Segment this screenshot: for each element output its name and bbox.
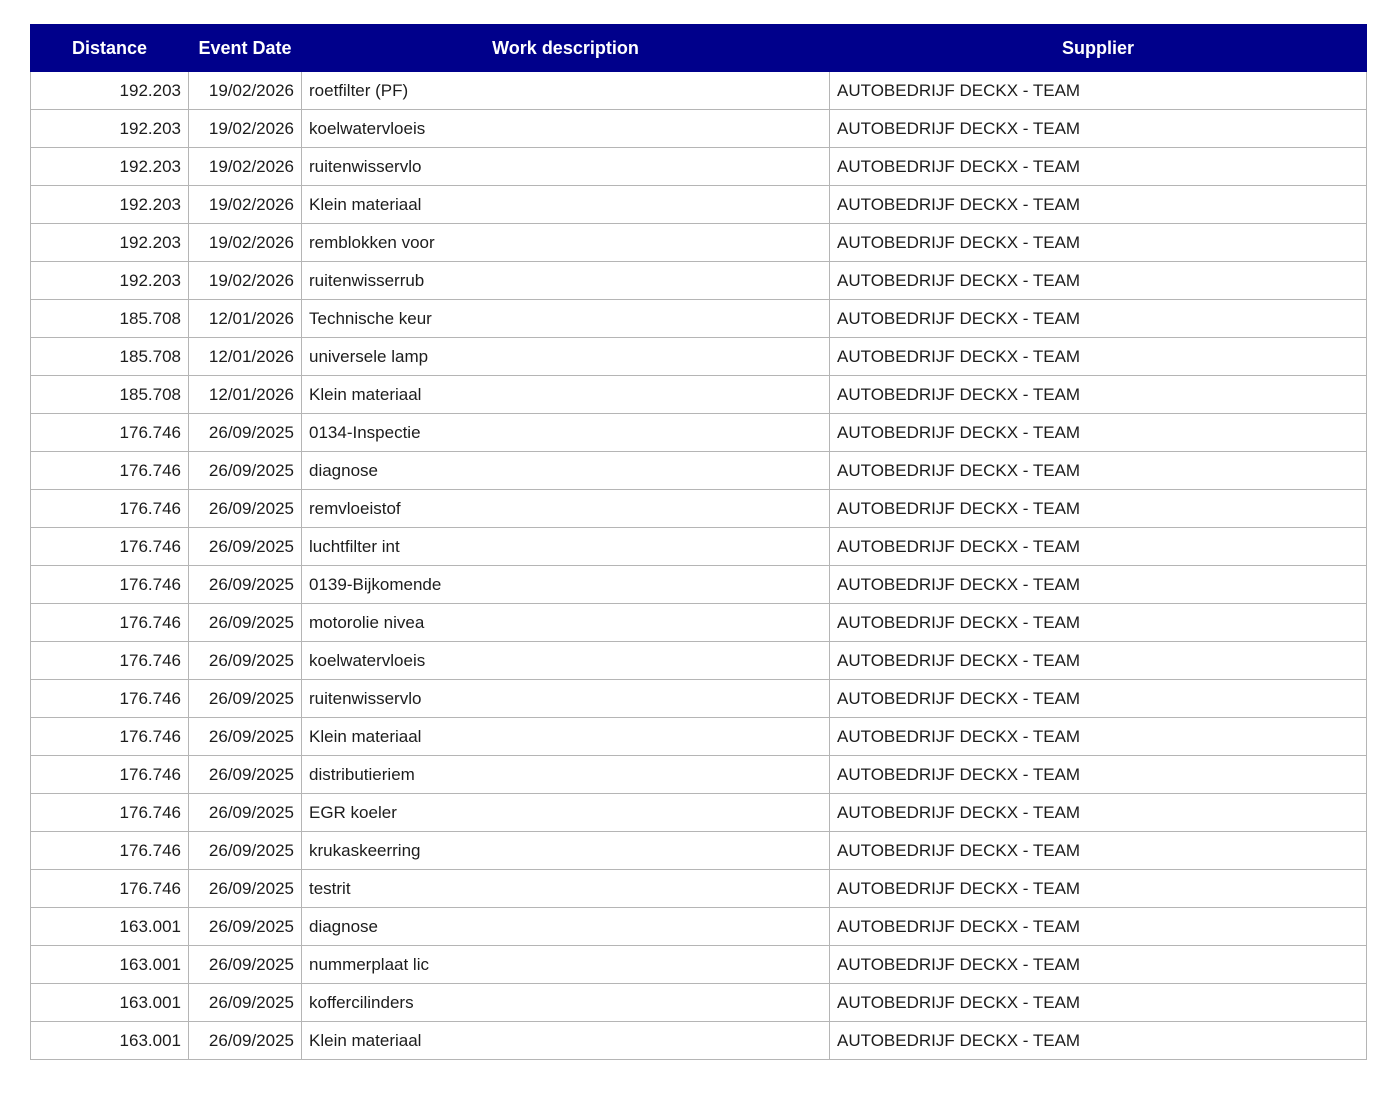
cell-supplier: AUTOBEDRIJF DECKX - TEAM [830,224,1367,262]
cell-supplier: AUTOBEDRIJF DECKX - TEAM [830,186,1367,224]
cell-event-date: 19/02/2026 [189,224,302,262]
cell-distance: 176.746 [31,414,189,452]
cell-event-date: 12/01/2026 [189,376,302,414]
cell-supplier: AUTOBEDRIJF DECKX - TEAM [830,528,1367,566]
cell-distance: 176.746 [31,680,189,718]
cell-event-date: 12/01/2026 [189,338,302,376]
cell-work-description: koelwatervloeis [302,642,830,680]
table-row [31,262,1367,300]
table-row [31,110,1367,148]
table-row [31,414,1367,452]
table-row [31,490,1367,528]
cell-event-date: 26/09/2025 [189,642,302,680]
cell-supplier: AUTOBEDRIJF DECKX - TEAM [830,756,1367,794]
cell-work-description: koelwatervloeis [302,110,830,148]
cell-event-date: 26/09/2025 [189,528,302,566]
cell-supplier: AUTOBEDRIJF DECKX - TEAM [830,300,1367,338]
cell-event-date: 19/02/2026 [189,186,302,224]
cell-event-date: 26/09/2025 [189,794,302,832]
cell-distance: 192.203 [31,148,189,186]
column-header-work-description: Work description [302,25,830,72]
cell-work-description: roetfilter (PF) [302,72,830,110]
table-row [31,148,1367,186]
cell-supplier: AUTOBEDRIJF DECKX - TEAM [830,376,1367,414]
cell-work-description: diagnose [302,908,830,946]
cell-supplier: AUTOBEDRIJF DECKX - TEAM [830,832,1367,870]
cell-distance: 192.203 [31,262,189,300]
cell-distance: 192.203 [31,110,189,148]
cell-supplier: AUTOBEDRIJF DECKX - TEAM [830,984,1367,1022]
cell-supplier: AUTOBEDRIJF DECKX - TEAM [830,338,1367,376]
cell-supplier: AUTOBEDRIJF DECKX - TEAM [830,452,1367,490]
cell-supplier: AUTOBEDRIJF DECKX - TEAM [830,490,1367,528]
cell-work-description: Klein materiaal [302,718,830,756]
cell-supplier: AUTOBEDRIJF DECKX - TEAM [830,946,1367,984]
cell-work-description: diagnose [302,452,830,490]
cell-distance: 176.746 [31,452,189,490]
cell-event-date: 26/09/2025 [189,756,302,794]
cell-event-date: 26/09/2025 [189,946,302,984]
cell-distance: 176.746 [31,718,189,756]
cell-work-description: Klein materiaal [302,376,830,414]
column-header-distance: Distance [31,25,189,72]
cell-supplier: AUTOBEDRIJF DECKX - TEAM [830,794,1367,832]
cell-event-date: 19/02/2026 [189,262,302,300]
cell-distance: 176.746 [31,832,189,870]
table-header-row [31,25,1367,72]
table-row [31,794,1367,832]
cell-supplier: AUTOBEDRIJF DECKX - TEAM [830,642,1367,680]
cell-event-date: 19/02/2026 [189,72,302,110]
cell-work-description: distributieriem [302,756,830,794]
cell-event-date: 26/09/2025 [189,452,302,490]
table-row [31,376,1367,414]
cell-event-date: 26/09/2025 [189,870,302,908]
cell-supplier: AUTOBEDRIJF DECKX - TEAM [830,908,1367,946]
cell-supplier: AUTOBEDRIJF DECKX - TEAM [830,262,1367,300]
table-row [31,756,1367,794]
cell-supplier: AUTOBEDRIJF DECKX - TEAM [830,1022,1367,1060]
table-row [31,642,1367,680]
table-row [31,680,1367,718]
cell-work-description: Klein materiaal [302,186,830,224]
cell-work-description: EGR koeler [302,794,830,832]
cell-distance: 176.746 [31,528,189,566]
cell-work-description: 0134-Inspectie [302,414,830,452]
cell-distance: 192.203 [31,186,189,224]
cell-event-date: 19/02/2026 [189,148,302,186]
cell-work-description: testrit [302,870,830,908]
cell-distance: 176.746 [31,604,189,642]
cell-work-description: ruitenwisserrub [302,262,830,300]
maintenance-history-sheet [30,24,1366,1060]
cell-distance: 176.746 [31,794,189,832]
table-row [31,908,1367,946]
table-row [31,224,1367,262]
cell-distance: 176.746 [31,642,189,680]
cell-distance: 185.708 [31,300,189,338]
cell-event-date: 26/09/2025 [189,718,302,756]
table-row [31,338,1367,376]
cell-supplier: AUTOBEDRIJF DECKX - TEAM [830,72,1367,110]
cell-work-description: krukaskeerring [302,832,830,870]
table-row [31,528,1367,566]
cell-distance: 163.001 [31,946,189,984]
cell-distance: 163.001 [31,908,189,946]
cell-event-date: 26/09/2025 [189,566,302,604]
cell-distance: 163.001 [31,1022,189,1060]
table-row [31,72,1367,110]
cell-work-description: motorolie nivea [302,604,830,642]
table-row [31,946,1367,984]
cell-work-description: remblokken voor [302,224,830,262]
cell-supplier: AUTOBEDRIJF DECKX - TEAM [830,604,1367,642]
table-row [31,300,1367,338]
cell-supplier: AUTOBEDRIJF DECKX - TEAM [830,870,1367,908]
table-row [31,452,1367,490]
cell-distance: 185.708 [31,376,189,414]
cell-supplier: AUTOBEDRIJF DECKX - TEAM [830,680,1367,718]
cell-distance: 192.203 [31,224,189,262]
cell-distance: 192.203 [31,72,189,110]
column-header-supplier: Supplier [830,25,1367,72]
cell-event-date: 26/09/2025 [189,984,302,1022]
cell-distance: 176.746 [31,566,189,604]
cell-work-description: luchtfilter int [302,528,830,566]
cell-work-description: universele lamp [302,338,830,376]
maintenance-history-table [30,24,1367,1060]
cell-distance: 163.001 [31,984,189,1022]
cell-work-description: remvloeistof [302,490,830,528]
cell-event-date: 12/01/2026 [189,300,302,338]
cell-distance: 176.746 [31,490,189,528]
cell-event-date: 26/09/2025 [189,414,302,452]
cell-supplier: AUTOBEDRIJF DECKX - TEAM [830,718,1367,756]
cell-work-description: nummerplaat lic [302,946,830,984]
table-row [31,566,1367,604]
cell-event-date: 26/09/2025 [189,604,302,642]
cell-work-description: ruitenwisservlo [302,148,830,186]
cell-event-date: 26/09/2025 [189,908,302,946]
cell-event-date: 26/09/2025 [189,832,302,870]
table-body [31,72,1367,1060]
cell-distance: 176.746 [31,870,189,908]
cell-work-description: Klein materiaal [302,1022,830,1060]
cell-event-date: 26/09/2025 [189,490,302,528]
table-row [31,984,1367,1022]
cell-work-description: 0139-Bijkomende [302,566,830,604]
cell-supplier: AUTOBEDRIJF DECKX - TEAM [830,148,1367,186]
table-row [31,870,1367,908]
cell-work-description: ruitenwisservlo [302,680,830,718]
table-row [31,604,1367,642]
cell-event-date: 26/09/2025 [189,1022,302,1060]
cell-event-date: 26/09/2025 [189,680,302,718]
cell-supplier: AUTOBEDRIJF DECKX - TEAM [830,110,1367,148]
cell-supplier: AUTOBEDRIJF DECKX - TEAM [830,414,1367,452]
cell-distance: 176.746 [31,756,189,794]
table-row [31,186,1367,224]
cell-distance: 185.708 [31,338,189,376]
table-row [31,718,1367,756]
table-row [31,1022,1367,1060]
cell-work-description: koffercilinders [302,984,830,1022]
cell-supplier: AUTOBEDRIJF DECKX - TEAM [830,566,1367,604]
table-row [31,832,1367,870]
cell-event-date: 19/02/2026 [189,110,302,148]
cell-work-description: Technische keur [302,300,830,338]
column-header-event-date: Event Date [189,25,302,72]
